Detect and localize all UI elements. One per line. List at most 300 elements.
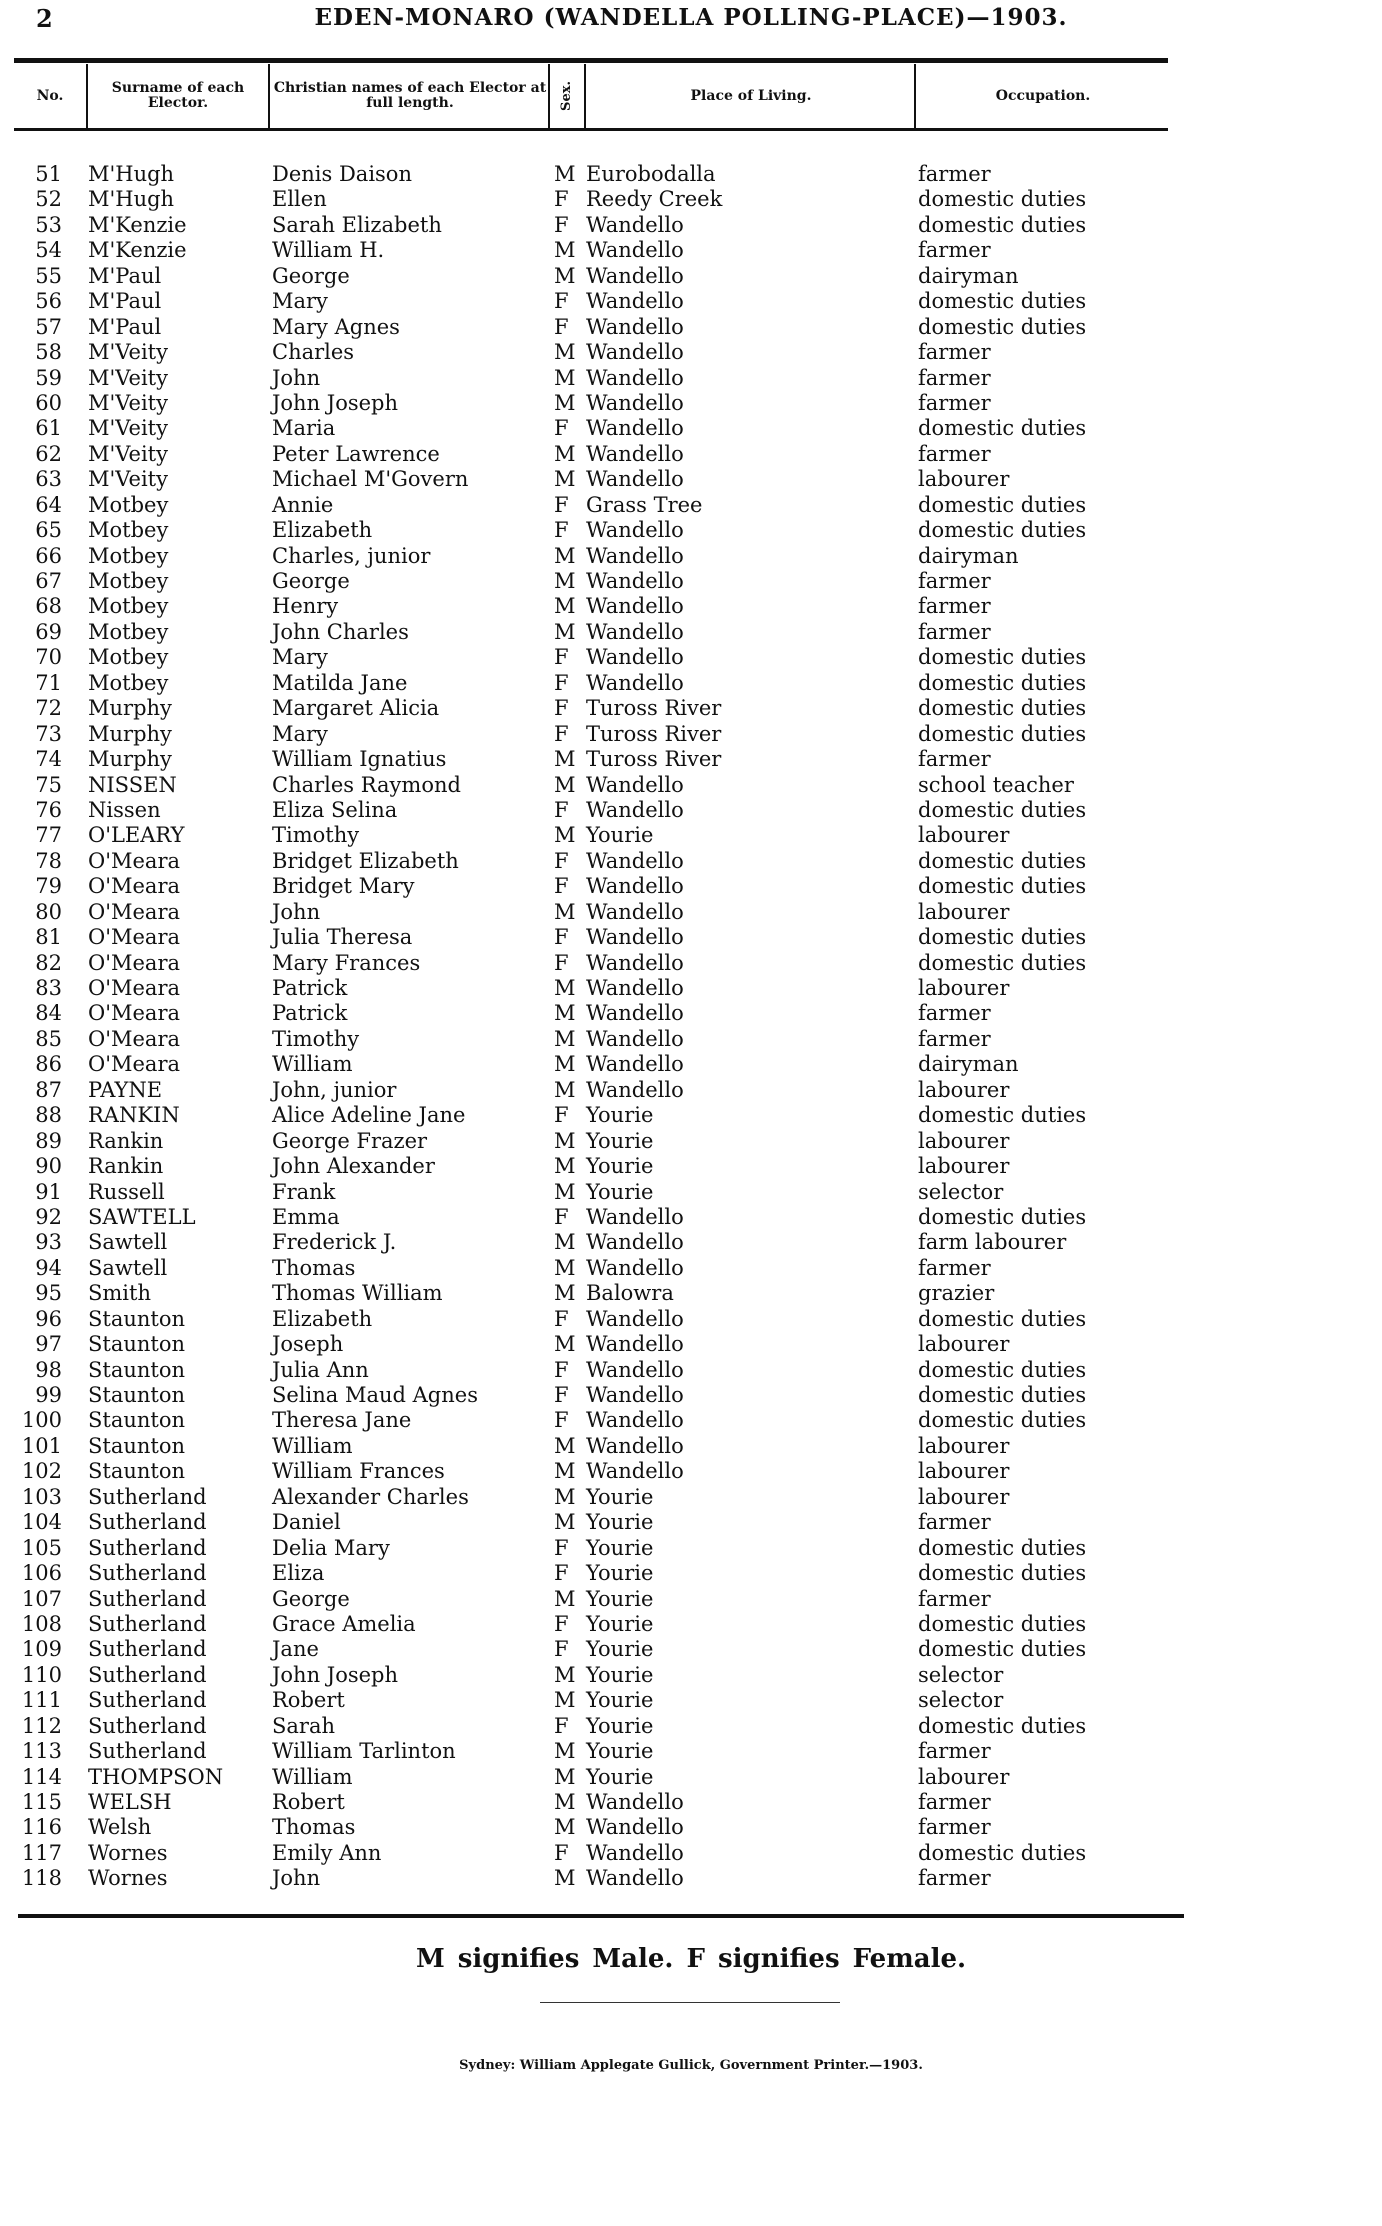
header-no: No.: [36, 87, 64, 104]
elector-surname: Staunton: [88, 1459, 186, 1484]
table-row: [0, 1001, 1382, 1026]
elector-christian-names: Matilda Jane: [272, 670, 408, 695]
elector-number: 51: [35, 162, 62, 186]
elector-number: 56: [35, 289, 62, 314]
table-row: [0, 671, 1382, 696]
elector-sex: M: [554, 747, 576, 772]
table-row: [0, 1230, 1382, 1255]
elector-number: 104: [21, 1510, 62, 1535]
elector-number: 105: [21, 1535, 62, 1560]
table-row: [0, 1408, 1382, 1433]
elector-surname: Motbey: [88, 569, 169, 593]
elector-sex: M: [554, 976, 576, 1000]
table-row: [0, 1510, 1382, 1535]
table-row: [0, 1358, 1382, 1383]
elector-occupation: farmer: [918, 1510, 991, 1535]
elector-sex: F: [554, 1408, 569, 1433]
table-row: [0, 544, 1382, 569]
top-rule: [14, 58, 1168, 63]
table-row: [0, 340, 1382, 365]
elector-number: 92: [35, 1204, 62, 1229]
elector-number: 60: [35, 390, 62, 415]
elector-occupation: domestic duties: [918, 721, 1087, 746]
elector-place: Balowra: [586, 1281, 674, 1306]
elector-place: Wandello: [586, 1204, 684, 1229]
elector-number: 107: [21, 1586, 62, 1611]
elector-number: 73: [35, 721, 62, 746]
elector-occupation: domestic duties: [918, 518, 1087, 543]
elector-number: 88: [35, 1103, 62, 1128]
elector-christian-names: Frank: [272, 1179, 336, 1204]
elector-christian-names: John, junior: [272, 1077, 397, 1102]
elector-surname: Sawtell: [88, 1255, 168, 1280]
elector-sex: M: [554, 1790, 576, 1814]
elector-surname: M'Veity: [88, 441, 168, 466]
elector-christian-names: Denis Daison: [272, 162, 412, 186]
elector-sex: M: [554, 238, 576, 263]
table-row: [0, 1459, 1382, 1484]
elector-occupation: labourer: [918, 1077, 1010, 1102]
elector-place: Wandello: [586, 1357, 684, 1382]
elector-christian-names: Charles Raymond: [272, 772, 461, 797]
elector-place: Yourie: [586, 1637, 654, 1662]
table-row: [0, 798, 1382, 823]
footer-rule: [540, 2002, 840, 2003]
elector-sex: F: [554, 289, 569, 314]
table-row: [0, 1027, 1382, 1052]
elector-sex: F: [554, 950, 569, 975]
elector-surname: Wornes: [88, 1840, 168, 1865]
elector-occupation: domestic duties: [918, 1306, 1087, 1331]
elector-surname: Staunton: [88, 1408, 186, 1433]
elector-sex: M: [554, 1586, 576, 1611]
header-sex-label: Sex.: [558, 81, 574, 111]
elector-christian-names: Delia Mary: [272, 1535, 390, 1560]
elector-number: 78: [35, 848, 62, 873]
elector-place: Wandello: [586, 594, 684, 619]
elector-surname: Sutherland: [88, 1713, 207, 1738]
elector-surname: Motbey: [88, 670, 169, 695]
elector-occupation: dairyman: [918, 543, 1019, 568]
elector-christian-names: Margaret Alicia: [272, 696, 440, 721]
elector-place: Yourie: [586, 1510, 654, 1535]
table-row: [0, 1536, 1382, 1561]
elector-christian-names: Alice Adeline Jane: [272, 1103, 466, 1128]
elector-number: 75: [35, 772, 62, 797]
table-row: [0, 391, 1382, 416]
table-row: [0, 1841, 1382, 1866]
elector-surname: O'Meara: [88, 1026, 180, 1051]
elector-number: 57: [35, 314, 62, 339]
elector-sex: F: [554, 1840, 569, 1865]
elector-place: Wandello: [586, 263, 684, 288]
table-row: [0, 1180, 1382, 1205]
elector-sex: M: [554, 365, 576, 390]
elector-place: Tuross River: [586, 747, 722, 772]
elector-sex: M: [554, 619, 576, 644]
elector-christian-names: Julia Ann: [272, 1357, 369, 1382]
elector-christian-names: George: [272, 263, 350, 288]
elector-christian-names: Robert: [272, 1688, 345, 1713]
elector-number: 77: [35, 823, 62, 848]
elector-sex: M: [554, 1179, 576, 1204]
elector-surname: M'Veity: [88, 390, 168, 415]
elector-place: Wandello: [586, 670, 684, 695]
table-row: [0, 1663, 1382, 1688]
elector-christian-names: Theresa Jane: [272, 1408, 412, 1433]
table-row: [0, 1256, 1382, 1281]
elector-place: Wandello: [586, 925, 684, 950]
table-row: [0, 569, 1382, 594]
elector-place: Wandello: [586, 518, 684, 543]
elector-christian-names: Thomas: [272, 1815, 356, 1840]
table-row: [0, 874, 1382, 899]
elector-place: Wandello: [586, 874, 684, 899]
elector-place: Wandello: [586, 1332, 684, 1357]
page-number: 2: [36, 4, 53, 33]
elector-christian-names: Henry: [272, 594, 339, 619]
elector-sex: F: [554, 721, 569, 746]
elector-number: 106: [21, 1561, 62, 1586]
elector-number: 81: [35, 925, 62, 950]
elector-place: Yourie: [586, 1764, 654, 1789]
elector-place: Reedy Creek: [586, 187, 723, 212]
elector-christian-names: Bridget Elizabeth: [272, 848, 459, 873]
elector-sex: M: [554, 1866, 576, 1891]
elector-occupation: farmer: [918, 1815, 991, 1840]
elector-sex: M: [554, 1433, 576, 1458]
elector-surname: O'Meara: [88, 1001, 180, 1026]
elector-occupation: selector: [918, 1662, 1004, 1687]
elector-occupation: dairyman: [918, 1052, 1019, 1077]
elector-christian-names: Timothy: [272, 823, 360, 848]
elector-sex: M: [554, 1484, 576, 1509]
elector-christian-names: Bridget Mary: [272, 874, 415, 899]
elector-christian-names: Frederick J.: [272, 1230, 397, 1255]
elector-number: 108: [21, 1611, 62, 1636]
elector-occupation: domestic duties: [918, 1713, 1087, 1738]
printer-imprint: Sydney: William Applegate Gullick, Government Printer.—1903.: [459, 2058, 923, 2073]
elector-number: 64: [35, 492, 62, 517]
elector-place: Yourie: [586, 1103, 654, 1128]
table-row: [0, 849, 1382, 874]
table-row: [0, 823, 1382, 848]
elector-place: Tuross River: [586, 721, 722, 746]
elector-surname: Sutherland: [88, 1688, 207, 1713]
elector-number: 70: [35, 645, 62, 670]
elector-place: Wandello: [586, 467, 684, 492]
elector-place: Yourie: [586, 1535, 654, 1560]
elector-sex: M: [554, 899, 576, 924]
elector-occupation: domestic duties: [918, 874, 1087, 899]
elector-occupation: domestic duties: [918, 289, 1087, 314]
elector-sex: F: [554, 874, 569, 899]
table-row: [0, 696, 1382, 721]
elector-surname: O'Meara: [88, 848, 180, 873]
elector-place: Wandello: [586, 1230, 684, 1255]
elector-surname: Sutherland: [88, 1586, 207, 1611]
elector-place: Wandello: [586, 289, 684, 314]
elector-surname: O'Meara: [88, 1052, 180, 1077]
elector-sex: F: [554, 518, 569, 543]
elector-number: 87: [35, 1077, 62, 1102]
elector-christian-names: William H.: [272, 238, 385, 263]
elector-surname: M'Veity: [88, 467, 168, 492]
elector-occupation: farmer: [918, 1739, 991, 1764]
elector-sex: M: [554, 569, 576, 593]
elector-christian-names: Patrick: [272, 976, 348, 1000]
elector-place: Wandello: [586, 1077, 684, 1102]
elector-surname: Sutherland: [88, 1739, 207, 1764]
elector-sex: M: [554, 162, 576, 186]
elector-surname: M'Paul: [88, 263, 162, 288]
elector-surname: Wornes: [88, 1866, 168, 1891]
elector-christian-names: William Tarlinton: [272, 1739, 456, 1764]
table-row: [0, 1587, 1382, 1612]
table-row: [0, 1765, 1382, 1790]
elector-christian-names: John: [272, 365, 321, 390]
elector-number: 82: [35, 950, 62, 975]
elector-occupation: domestic duties: [918, 1204, 1087, 1229]
elector-number: 83: [35, 976, 62, 1000]
table-row: [0, 1688, 1382, 1713]
elector-christian-names: Thomas William: [272, 1281, 443, 1306]
elector-christian-names: William Frances: [272, 1459, 445, 1484]
page-title: EDEN-MONARO (WANDELLA POLLING-PLACE)—1903.: [314, 4, 1068, 31]
table-row: [0, 1307, 1382, 1332]
elector-christian-names: William Ignatius: [272, 747, 447, 772]
elector-occupation: domestic duties: [918, 187, 1087, 212]
elector-place: Wandello: [586, 1408, 684, 1433]
elector-sex: F: [554, 1611, 569, 1636]
elector-sex: M: [554, 1815, 576, 1840]
elector-sex: F: [554, 1103, 569, 1128]
elector-surname: Staunton: [88, 1332, 186, 1357]
table-row: [0, 1434, 1382, 1459]
elector-sex: M: [554, 1154, 576, 1179]
elector-sex: M: [554, 823, 576, 848]
table-row: [0, 1637, 1382, 1662]
table-row: [0, 722, 1382, 747]
elector-sex: M: [554, 1077, 576, 1102]
elector-place: Wandello: [586, 1866, 684, 1891]
table-row: [0, 1332, 1382, 1357]
header-sex: [550, 64, 582, 128]
elector-number: 69: [35, 619, 62, 644]
elector-sex: M: [554, 1052, 576, 1077]
elector-surname: Smith: [88, 1281, 151, 1306]
table-row: [0, 213, 1382, 238]
elector-place: Wandello: [586, 1052, 684, 1077]
elector-number: 90: [35, 1154, 62, 1179]
elector-number: 62: [35, 441, 62, 466]
elector-number: 72: [35, 696, 62, 721]
elector-sex: F: [554, 645, 569, 670]
table-row: [0, 442, 1382, 467]
elector-occupation: domestic duties: [918, 1383, 1087, 1407]
elector-occupation: selector: [918, 1179, 1004, 1204]
elector-number: 74: [35, 747, 62, 772]
elector-surname: Sutherland: [88, 1662, 207, 1687]
elector-christian-names: Julia Theresa: [272, 925, 413, 950]
elector-christian-names: Ellen: [272, 187, 327, 212]
elector-christian-names: George: [272, 569, 350, 593]
elector-occupation: selector: [918, 1688, 1004, 1713]
table-row: [0, 1205, 1382, 1230]
elector-number: 91: [35, 1179, 62, 1204]
elector-sex: M: [554, 1764, 576, 1789]
table-row: [0, 264, 1382, 289]
elector-sex: M: [554, 543, 576, 568]
elector-occupation: farmer: [918, 1790, 991, 1814]
elector-occupation: domestic duties: [918, 645, 1087, 670]
elector-surname: Sutherland: [88, 1535, 207, 1560]
elector-christian-names: Sarah: [272, 1713, 335, 1738]
elector-surname: Russell: [88, 1179, 165, 1204]
table-row: [0, 1103, 1382, 1128]
elector-occupation: labourer: [918, 823, 1010, 848]
elector-surname: O'Meara: [88, 925, 180, 950]
elector-christian-names: Joseph: [272, 1332, 344, 1357]
header-rule: [14, 128, 1168, 131]
elector-christian-names: John Alexander: [272, 1154, 435, 1179]
elector-surname: Sutherland: [88, 1637, 207, 1662]
elector-occupation: grazier: [918, 1281, 995, 1306]
elector-christian-names: Maria: [272, 416, 336, 441]
elector-sex: F: [554, 925, 569, 950]
elector-sex: F: [554, 1637, 569, 1662]
elector-occupation: farmer: [918, 594, 991, 619]
elector-occupation: domestic duties: [918, 1637, 1087, 1662]
elector-number: 115: [21, 1790, 62, 1814]
elector-sex: M: [554, 772, 576, 797]
elector-sex: F: [554, 797, 569, 822]
elector-place: Yourie: [586, 1739, 654, 1764]
elector-christian-names: Jane: [272, 1637, 319, 1662]
elector-occupation: domestic duties: [918, 492, 1087, 517]
elector-surname: Motbey: [88, 594, 169, 619]
table-row: [0, 645, 1382, 670]
table-row: [0, 925, 1382, 950]
bottom-rule: [18, 1914, 1184, 1918]
elector-place: Wandello: [586, 569, 684, 593]
elector-occupation: domestic duties: [918, 1103, 1087, 1128]
elector-sex: F: [554, 314, 569, 339]
elector-christian-names: William: [272, 1764, 353, 1789]
elector-sex: M: [554, 1128, 576, 1153]
table-row: [0, 1815, 1382, 1840]
elector-place: Wandello: [586, 365, 684, 390]
elector-number: 89: [35, 1128, 62, 1153]
elector-number: 59: [35, 365, 62, 390]
elector-number: 71: [35, 670, 62, 695]
elector-surname: Murphy: [88, 696, 172, 721]
elector-occupation: labourer: [918, 467, 1010, 492]
elector-sex: M: [554, 263, 576, 288]
elector-christian-names: John Joseph: [272, 390, 399, 415]
elector-occupation: domestic duties: [918, 1840, 1087, 1865]
elector-christian-names: John: [272, 1866, 321, 1891]
elector-number: 93: [35, 1230, 62, 1255]
elector-sex: F: [554, 1383, 569, 1407]
elector-occupation: farmer: [918, 619, 991, 644]
elector-occupation: domestic duties: [918, 848, 1087, 873]
elector-surname: Sutherland: [88, 1484, 207, 1509]
elector-place: Yourie: [586, 1586, 654, 1611]
elector-place: Wandello: [586, 619, 684, 644]
elector-place: Wandello: [586, 950, 684, 975]
elector-occupation: domestic duties: [918, 696, 1087, 721]
elector-surname: M'Paul: [88, 289, 162, 314]
elector-surname: O'Meara: [88, 976, 180, 1000]
elector-occupation: labourer: [918, 976, 1010, 1000]
elector-surname: O'Meara: [88, 899, 180, 924]
sex-legend: M signifies Male. F signifies Female.: [415, 1944, 967, 1974]
elector-place: Wandello: [586, 1383, 684, 1407]
elector-surname: Motbey: [88, 518, 169, 543]
elector-christian-names: Charles, junior: [272, 543, 431, 568]
elector-occupation: farmer: [918, 340, 991, 365]
elector-number: 76: [35, 797, 62, 822]
elector-occupation: domestic duties: [918, 1357, 1087, 1382]
elector-sex: M: [554, 1281, 576, 1306]
elector-place: Yourie: [586, 1713, 654, 1738]
elector-sex: F: [554, 1713, 569, 1738]
elector-sex: M: [554, 1688, 576, 1713]
elector-christian-names: Timothy: [272, 1026, 360, 1051]
elector-number: 110: [21, 1662, 62, 1687]
elector-surname: Staunton: [88, 1357, 186, 1382]
elector-occupation: labourer: [918, 1764, 1010, 1789]
elector-surname: Motbey: [88, 645, 169, 670]
elector-surname: SAWTELL: [88, 1204, 196, 1229]
elector-sex: M: [554, 594, 576, 619]
elector-surname: Nissen: [88, 797, 161, 822]
header-christian: Christian names of each Elector at full length.: [273, 80, 547, 111]
elector-sex: F: [554, 212, 569, 237]
elector-sex: F: [554, 1535, 569, 1560]
elector-surname: Sutherland: [88, 1611, 207, 1636]
elector-place: Yourie: [586, 1154, 654, 1179]
table-row: [0, 773, 1382, 798]
elector-occupation: domestic duties: [918, 797, 1087, 822]
elector-place: Wandello: [586, 238, 684, 263]
elector-christian-names: Eliza: [272, 1561, 325, 1586]
table-row: [0, 976, 1382, 1001]
elector-occupation: domestic duties: [918, 1408, 1087, 1433]
elector-sex: F: [554, 187, 569, 212]
elector-place: Wandello: [586, 1815, 684, 1840]
elector-place: Wandello: [586, 1790, 684, 1814]
table-row: [0, 594, 1382, 619]
elector-christian-names: Peter Lawrence: [272, 441, 440, 466]
elector-christian-names: Patrick: [272, 1001, 348, 1026]
elector-place: Tuross River: [586, 696, 722, 721]
elector-surname: M'Veity: [88, 340, 168, 365]
header-divider: [584, 64, 586, 128]
elector-place: Wandello: [586, 314, 684, 339]
elector-occupation: farmer: [918, 569, 991, 593]
elector-place: Wandello: [586, 848, 684, 873]
elector-number: 85: [35, 1026, 62, 1051]
elector-number: 101: [21, 1433, 62, 1458]
elector-christian-names: Mary: [272, 721, 328, 746]
elector-surname: RANKIN: [88, 1103, 180, 1128]
elector-occupation: labourer: [918, 1459, 1010, 1484]
elector-place: Wandello: [586, 645, 684, 670]
table-row: [0, 289, 1382, 314]
table-row: [0, 1866, 1382, 1891]
